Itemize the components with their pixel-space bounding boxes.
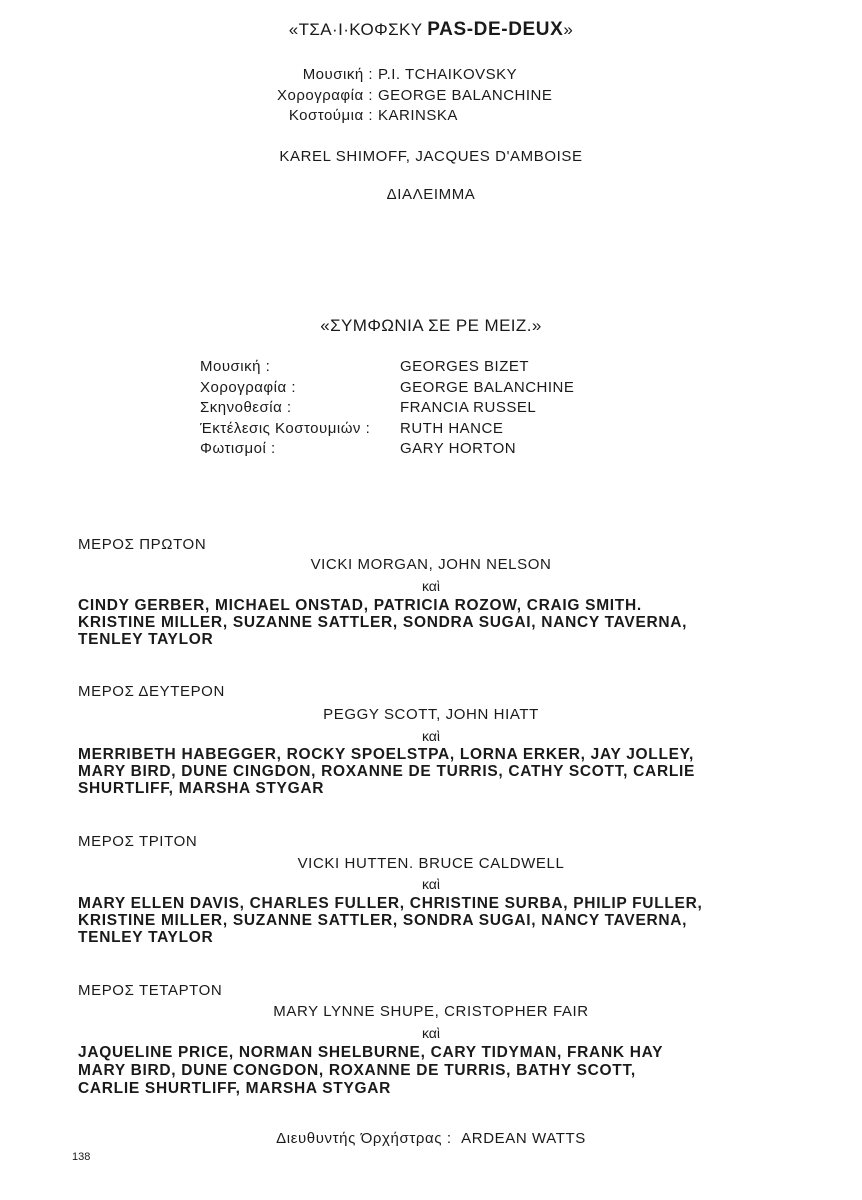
- part1-and: καὶ: [421, 578, 441, 594]
- part4-and: καὶ: [421, 1025, 441, 1041]
- part2-heading: ΜΕΡΟΣ ΔΕΥΤΕΡΟΝ: [78, 683, 225, 700]
- part3-principals: VICKI HUTTEN. BRUCE CALDWELL: [297, 855, 565, 872]
- credit-value: GEORGES BIZET: [400, 358, 530, 375]
- part2-and: καὶ: [421, 728, 441, 744]
- credit-label: Χορογραφία :: [277, 87, 373, 104]
- conductor-name: ARDEAN WATTS: [461, 1130, 586, 1147]
- credit-label: Κοστούμια :: [288, 107, 373, 124]
- part2-principals: PEGGY SCOTT, JOHN HIATT: [323, 706, 539, 723]
- part4-principals: MARY LYNNE SHUPE, CRISTOPHER FAIR: [273, 1003, 589, 1020]
- part1-ensemble-line: KRISTINE MILLER, SUZANNE SATTLER, SONDRA SUGAI, NANCY TAVERNA,: [78, 614, 688, 631]
- ballet1-title-suffix: »: [563, 20, 574, 39]
- conductor-label: Διευθυντής Όρχήστρας :: [276, 1130, 452, 1147]
- intermission: ΔΙΑΛΕΙΜΜΑ: [386, 186, 476, 203]
- credit-value: FRANCIA RUSSEL: [400, 399, 537, 417]
- credit-value: P.I. TCHAIKOVSKY: [378, 66, 518, 83]
- part1-heading: ΜΕΡΟΣ ΠΡΩΤΟΝ: [78, 536, 207, 553]
- conductor-credit: [0, 1130, 862, 1147]
- part2-ensemble-line: MERRIBETH HABEGGER, ROCKY SPOELSTPA, LORNA ERKER, JAY JOLLEY,: [78, 746, 695, 763]
- ballet1-title: [0, 19, 862, 41]
- credit-label: Φωτισμοί :: [200, 440, 276, 458]
- credit-value: GARY HORTON: [400, 440, 517, 458]
- credit-label: Σκηνοθεσία :: [200, 399, 292, 417]
- credit-value: GEORGE BALANCHINE: [378, 87, 553, 104]
- part2-ensemble-line: SHURTLIFF, MARSHA STYGAR: [78, 780, 325, 797]
- ballet1-title-main: PAS-DE-DEUX: [427, 19, 564, 40]
- credit-label: Έκτέλεσις Κοστουμιών :: [200, 419, 371, 437]
- part3-ensemble-line: TENLEY TAYLOR: [78, 929, 214, 946]
- part3-heading: ΜΕΡΟΣ ΤΡΙΤΟΝ: [78, 833, 198, 850]
- page-number: 138: [72, 1151, 91, 1163]
- ballet1-title-prefix: «ΤΣΑ·Ι·ΚΟΦΣΚΥ: [288, 20, 428, 39]
- credit-label: Χορογραφία :: [200, 378, 296, 396]
- ballet1-dancers: KAREL SHIMOFF, JACQUES D'AMBOISE: [279, 148, 583, 165]
- part1-ensemble-line: TENLEY TAYLOR: [78, 631, 214, 648]
- part4-ensemble-line: JAQUELINE PRICE, NORMAN SHELBURNE, CARY TIDYMAN, FRANK HAY: [78, 1044, 664, 1061]
- part4-ensemble-line: CARLIE SHURTLIFF, MARSHA STYGAR: [78, 1080, 392, 1097]
- ballet2-title: «ΣΥΜΦΩΝΙΑ ΣΕ ΡΕ ΜΕΙΖ.»: [320, 316, 542, 335]
- part1-principals: VICKI MORGAN, JOHN NELSON: [310, 556, 552, 573]
- credit-label: Μουσική :: [302, 66, 373, 83]
- credit-label: Μουσική :: [200, 358, 271, 375]
- credit-value: GEORGE BALANCHINE: [400, 378, 575, 396]
- part1-ensemble-line: CINDY GERBER, MICHAEL ONSTAD, PATRICIA ROZOW, CRAIG SMITH.: [78, 597, 642, 614]
- part3-ensemble-line: KRISTINE MILLER, SUZANNE SATTLER, SONDRA SUGAI, NANCY TAVERNA,: [78, 912, 688, 929]
- credit-value: KARINSKA: [378, 107, 458, 124]
- part3-ensemble-line: MARY ELLEN DAVIS, CHARLES FULLER, CHRISTINE SURBA, PHILIP FULLER,: [78, 895, 703, 912]
- part4-ensemble-line: MARY BIRD, DUNE CONGDON, ROXANNE DE TURRIS, BATHY SCOTT,: [78, 1062, 636, 1079]
- part2-ensemble-line: MARY BIRD, DUNE CINGDON, ROXANNE DE TURRIS, CATHY SCOTT, CARLIE: [78, 763, 696, 780]
- part4-heading: ΜΕΡΟΣ ΤΕΤΑΡΤΟΝ: [78, 982, 223, 999]
- credit-value: RUTH HANCE: [400, 419, 504, 437]
- part3-and: καὶ: [421, 876, 441, 892]
